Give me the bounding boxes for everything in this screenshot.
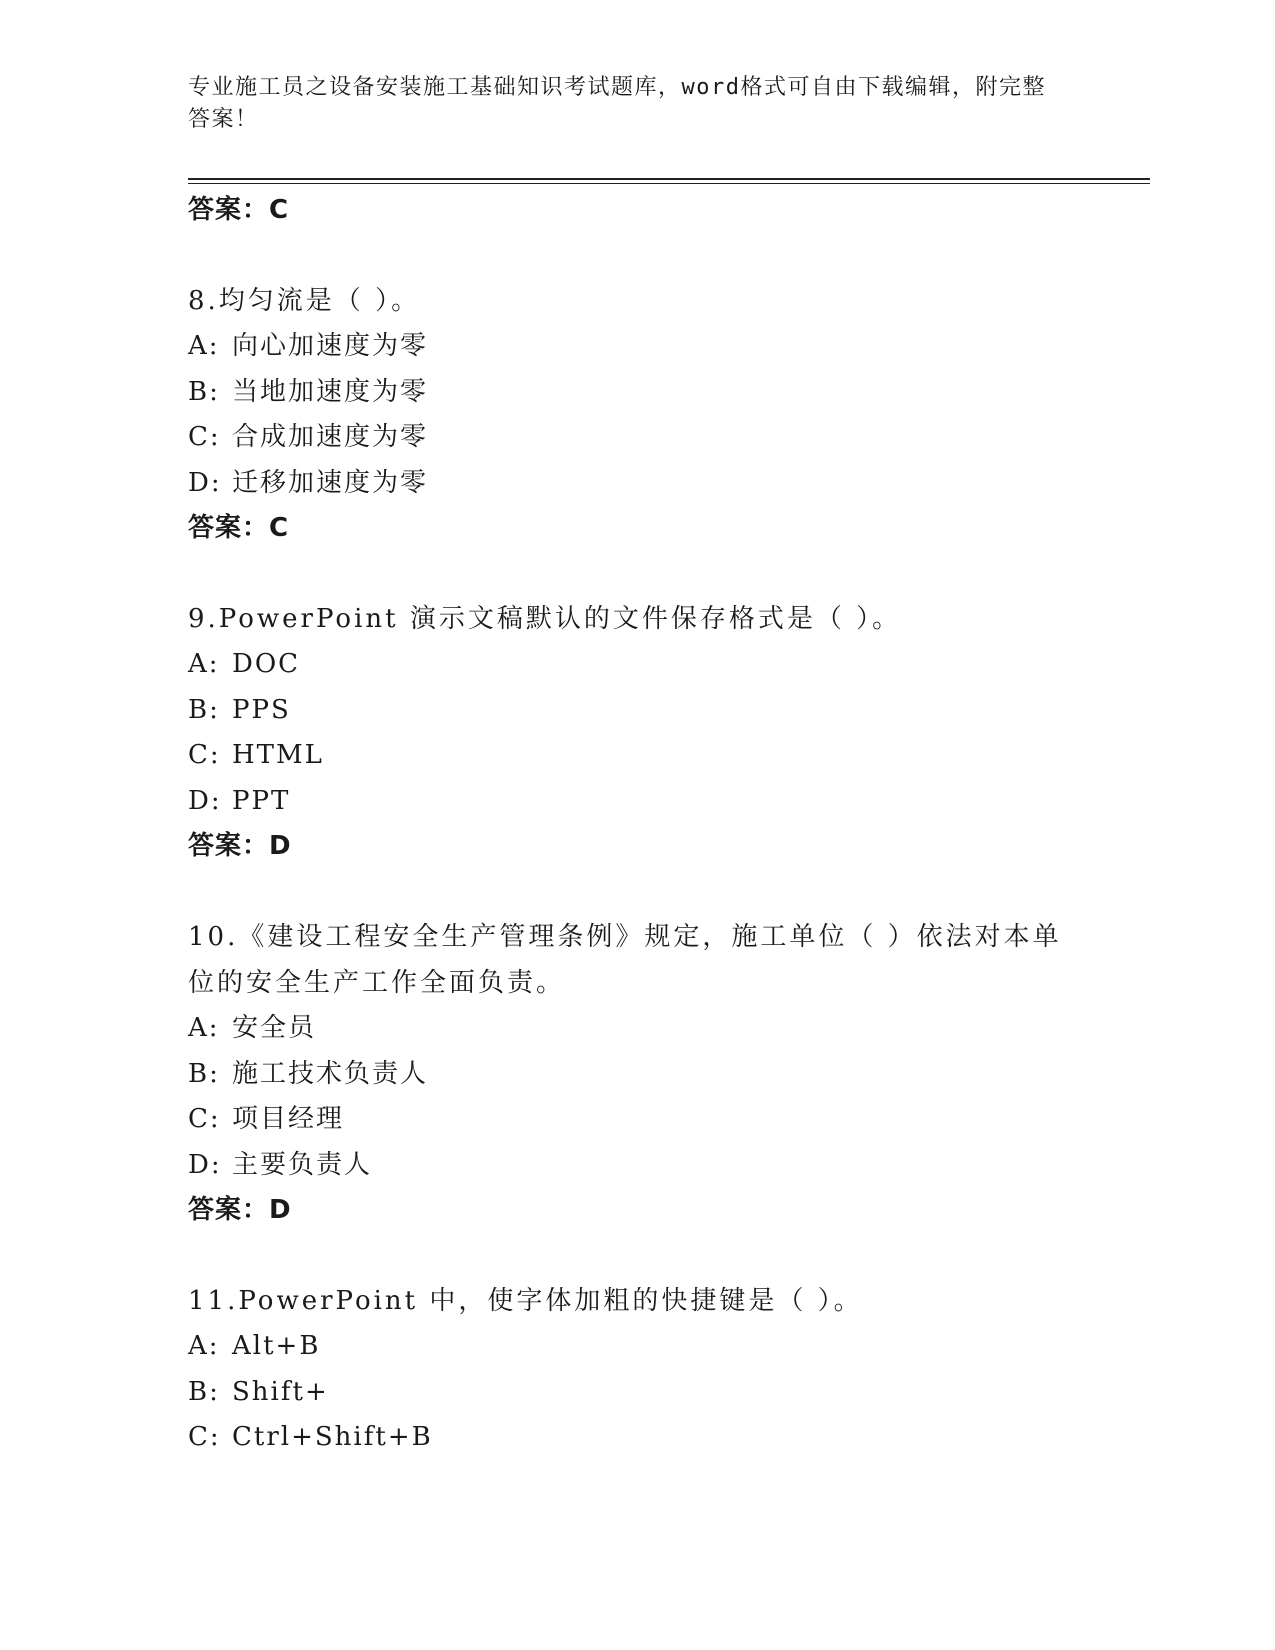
header-rule-thin	[188, 183, 1150, 184]
question-10	[188, 914, 1068, 1234]
option-letter: D:	[188, 785, 222, 816]
option-b	[188, 1052, 1068, 1098]
option-a	[188, 1006, 1068, 1052]
document-header	[188, 72, 1068, 136]
option-letter: B:	[188, 1376, 220, 1407]
question-8	[188, 278, 1068, 552]
option-d	[188, 461, 1068, 507]
option-letter: B:	[188, 1058, 220, 1089]
answer-line: 答案：D	[188, 1195, 292, 1225]
option-letter: A:	[188, 1013, 220, 1043]
question-9	[188, 596, 1068, 870]
question-stem: 8.均匀流是（ ）。	[188, 286, 421, 316]
header-title: 专业施工员之设备安装施工基础知识考试题库，word格式可自由下载编辑，附完整答案！	[188, 75, 1046, 132]
option-c	[188, 1097, 1068, 1143]
option-letter: C:	[188, 1422, 221, 1452]
option-c	[188, 415, 1068, 461]
question-stem: 10.《建设工程安全生产管理条例》规定，施工单位（ ）依法对本单位的安全生产工作全面负责。	[188, 922, 1062, 998]
option-text: 向心加速度为零	[232, 331, 429, 361]
option-b	[188, 1370, 1068, 1416]
option-letter: A:	[188, 649, 220, 679]
option-letter: C:	[188, 740, 221, 770]
answer-line: 答案：D	[188, 831, 292, 861]
option-letter: C:	[188, 422, 221, 452]
option-text: 当地加速度为零	[232, 376, 429, 407]
option-text: Ctrl+Shift+B	[232, 1422, 433, 1452]
option-text: HTML	[232, 740, 324, 770]
option-letter: D:	[188, 467, 222, 498]
option-text: 施工技术负责人	[232, 1058, 429, 1089]
option-letter: B:	[188, 694, 220, 725]
option-c	[188, 1415, 1068, 1461]
option-a	[188, 324, 1068, 370]
option-b	[188, 688, 1068, 734]
option-letter: A:	[188, 1331, 220, 1361]
option-letter: D:	[188, 1149, 222, 1180]
option-d	[188, 779, 1068, 825]
option-letter: C:	[188, 1104, 221, 1134]
option-text: Alt+B	[232, 1331, 321, 1361]
option-text: 主要负责人	[232, 1149, 373, 1180]
option-text: 合成加速度为零	[232, 422, 429, 452]
option-d	[188, 1143, 1068, 1189]
option-c	[188, 733, 1068, 779]
option-a	[188, 642, 1068, 688]
option-text: DOC	[232, 649, 301, 679]
option-text: 安全员	[232, 1013, 317, 1043]
option-text: Shift+	[232, 1376, 329, 1407]
answer-line: 答案：C	[188, 513, 290, 543]
question-stem: 9.PowerPoint 演示文稿默认的文件保存格式是（ ）。	[188, 604, 902, 634]
question-list	[188, 188, 1068, 1461]
option-a	[188, 1324, 1068, 1370]
option-b	[188, 370, 1068, 416]
option-letter: A:	[188, 331, 220, 361]
header-rule-thick	[188, 178, 1150, 180]
option-text: 项目经理	[232, 1104, 345, 1134]
question-stem: 11.PowerPoint 中，使字体加粗的快捷键是（ ）。	[188, 1286, 863, 1316]
option-letter: B:	[188, 376, 220, 407]
option-text: PPS	[232, 694, 291, 725]
option-text: PPT	[232, 785, 291, 816]
question-11	[188, 1278, 1068, 1461]
option-text: 迁移加速度为零	[232, 467, 429, 498]
answer-line: 答案：C	[188, 195, 290, 225]
